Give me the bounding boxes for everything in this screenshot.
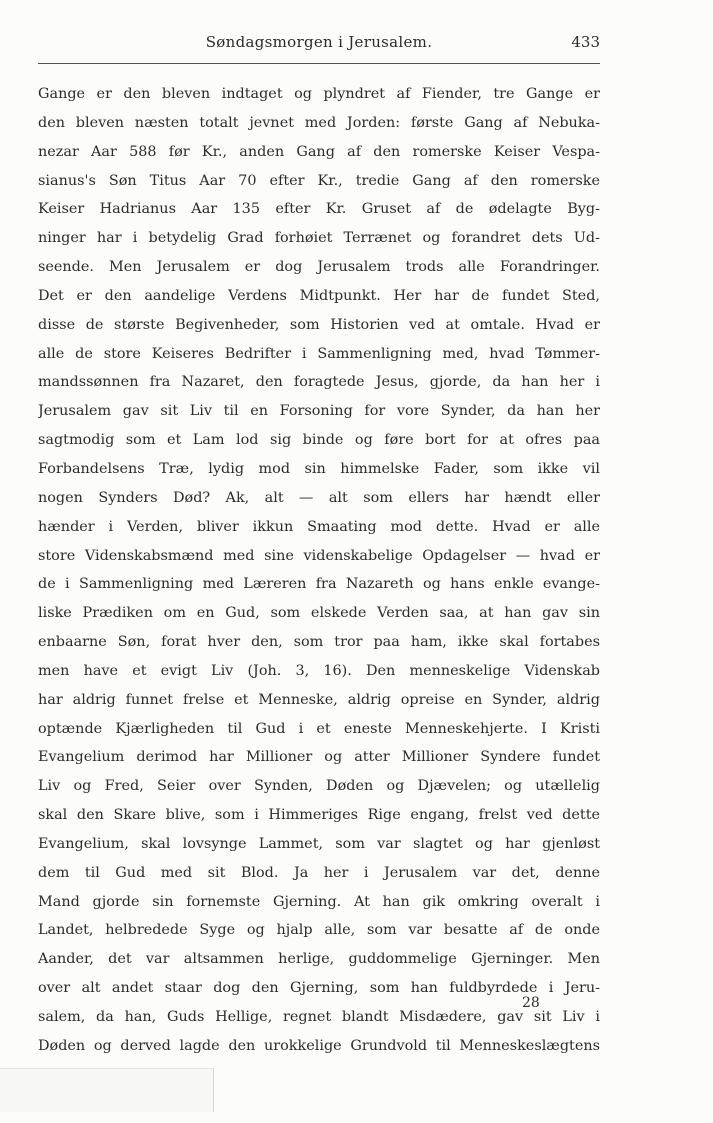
- text-line: salem, da han, Guds Hellige, regnet blandt Misdædere, gav sit Liv i: [38, 1009, 600, 1025]
- text-line: dem til Gud med sit Blod. Ja her i Jerusalem var det, denne: [38, 864, 600, 881]
- text-line: Jerusalem gav sit Liv til en Forsoning for vore Synder, da han her: [38, 403, 600, 420]
- text-line: over alt andet staar dog den Gjerning, som han fuldbyrdede i Jeru-: [38, 980, 600, 997]
- text-line: seende. Men Jerusalem er dog Jerusalem trods alle Forandringer.: [38, 259, 600, 276]
- running-head: [38, 28, 600, 58]
- text-line: Liv og Fred, Seier over Synden, Døden og Djævelen; og utællelig: [38, 778, 600, 795]
- text-line: Landet, helbredede Syge og hjalp alle, som var besatte af de onde: [38, 922, 600, 939]
- text-line: men have et evigt Liv (Joh. 3, 16). Den menneskelige Videnskab: [38, 662, 600, 679]
- text-line: liske Prædiken om en Gud, som elskede Verden saa, at han gav sin: [38, 605, 600, 622]
- header-rule: [38, 63, 600, 64]
- text-line: Aander, det var altsammen herlige, guddommelige Gjerninger. Men: [38, 951, 600, 968]
- signature-mark: 28: [522, 995, 540, 1011]
- text-line: nezar Aar 588 før Kr., anden Gang af den romerske Keiser Vespa-: [38, 143, 600, 160]
- text-line: store Videnskabsmænd med sine videnskabelige Opdagelser — hvad er: [38, 547, 600, 564]
- text-line: enbaarne Søn, forat hver den, som tror paa ham, ikke skal fortabes: [38, 634, 600, 651]
- text-line: Gange er den bleven indtaget og plyndret af Fiender, tre Gange er: [38, 86, 600, 102]
- text-line: disse de største Begivenheder, som Historien ved at omtale. Hvad er: [38, 316, 600, 333]
- text-line: Evangelium, skal lovsynge Lammet, som var slagtet og har gjenløst: [38, 835, 600, 852]
- text-line: Keiser Hadrianus Aar 135 efter Kr. Gruset af de ødelagte Byg-: [38, 201, 600, 218]
- text-line: Forbandelsens Træ, lydig mod sin himmelske Fader, som ikke vil: [38, 460, 600, 477]
- text-line: sianus's Søn Titus Aar 70 efter Kr., tredie Gang af den romerske: [38, 172, 600, 189]
- text-line: sagtmodig som et Lam lod sig binde og føre bort for at ofres paa: [38, 432, 600, 449]
- text-line: mandssønnen fra Nazaret, den foragtede Jesus, gjorde, da han her i: [38, 374, 600, 391]
- text-line: de i Sammenligning med Læreren fra Nazareth og hans enkle evange-: [38, 576, 600, 593]
- text-line: alle de store Keiseres Bedrifter i Sammenligning med, hvad Tømmer-: [38, 345, 600, 362]
- text-line: skal den Skare blive, som i Himmeriges Rige engang, frelst ved dette: [38, 807, 600, 824]
- scan-margin-box: [0, 1068, 214, 1112]
- running-title: Søndagsmorgen i Jerusalem.: [205, 33, 433, 51]
- text-line: Det er den aandelige Verdens Midtpunkt. Her har de fundet Sted,: [38, 287, 600, 304]
- text-line: hænder i Verden, bliver ikkun Smaating mod dette. Hvad er alle: [38, 518, 600, 535]
- text-line: optænde Kjærligheden til Gud i et eneste Menneskehjerte. I Kristi: [38, 720, 600, 737]
- text-line: nogen Synders Død? Ak, alt — alt som ellers har hændt eller: [38, 489, 600, 506]
- text-line: den bleven næsten totalt jevnet med Jorden: første Gang af Nebuka-: [38, 114, 600, 131]
- body-text: [38, 80, 600, 1061]
- text-line: Døden og derved lagde den urokkelige Grundvold til Menneskeslægtens: [38, 1037, 600, 1054]
- text-line: ninger har i betydelig Grad forhøiet Terrænet og forandret dets Ud-: [38, 230, 600, 247]
- text-line: Evangelium derimod har Millioner og atter Millioner Syndere fundet: [38, 749, 600, 766]
- text-line: har aldrig funnet frelse et Menneske, aldrig opreise en Synder, aldrig: [38, 691, 600, 708]
- page-number: 433: [571, 33, 600, 51]
- text-line: Mand gjorde sin fornemste Gjerning. At han gik omkring overalt i: [38, 893, 600, 910]
